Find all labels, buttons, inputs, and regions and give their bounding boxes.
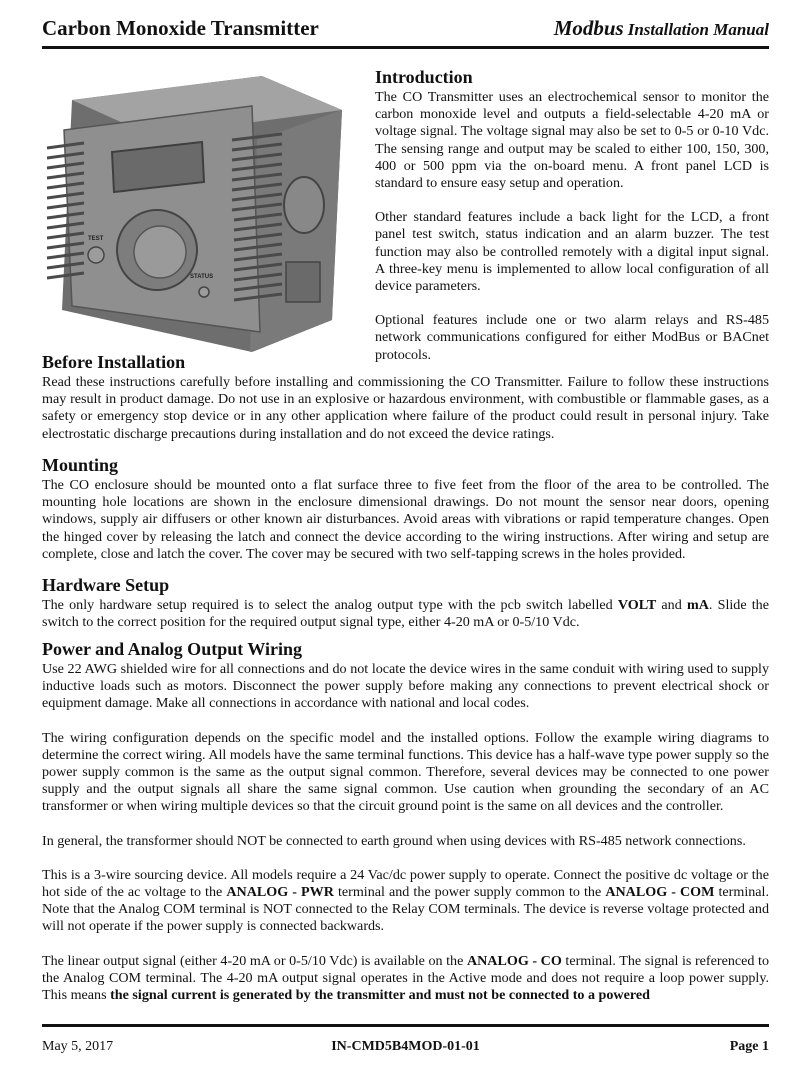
test-label: TEST [88,236,104,242]
mounting-paragraph: The CO enclosure should be mounted onto a flat surface three to five feet from the floor of the area to be controlled. The mounting hole locations are shown in the enclosure dimensional drawings. Do not mount the sensor near doors, opening windows, supply air diffusers or other known air disturbances. Avoid areas with vibrations or rapid temperature changes. Open the hinged cover by releasing the latch and connect the device according to the wiring instructions. After wiring and setup are complete, close and latch the cover. The cover may be secured with two self-tapping screws in the holes provided. [42,477,769,562]
footer-date: May 5, 2017 [42,1039,114,1054]
lcd-window [112,142,204,192]
power-wiring-paragraph-1: Use 22 AWG shielded wire for all connections and do not locate the device wires in the same conduit with wiring used to supply inductive loads such as motors. Disconnect the power supply before making any connections to prevent electrical shock or equipment damage. Make all connections in accordance with national and local codes. [42,661,769,712]
power-wiring-paragraph-2: The wiring configuration depends on the specific model and the installed options. Follow the example wiring diagrams to determine the correct wiring. All models have the same terminal functions. This device has a half-wave type power supply so the power supply common is the same as the output signal common. Therefore, several devices may be connected to one power supply and the output signals all share the same signal common. Use caution when grounding the secondary of an AC transformer or when wiring multiple devices so that the circuit ground point is the same on all devices and the controller. [42,729,769,815]
power-wiring-heading: Power and Analog Output Wiring [42,639,303,659]
status-led [199,287,209,297]
hardware-setup-heading: Hardware Setup [42,575,170,595]
sensor-grille [134,226,186,278]
before-installation-paragraph: Read these instructions carefully before installing and commissioning the CO Transmitter. Failure to follow these instructions may result in product damage. Do not use in an explosive or hazardous environment, with combustible or flammable gases, as a safety or emergency stop device or in any other application where failure of the product could result in personal injury. Take electrostatic discharge precautions during installation and do not exceed the device ratings. [42,374,769,442]
conduit-knockout [284,177,324,233]
introduction-paragraph-3: Optional features include one or two alarm relays and RS-485 network communications configured for either ModBus or BACnet protocols. [375,312,769,363]
header-protocol: Modbus [553,16,624,40]
volt-label: VOLT [617,597,657,613]
introduction-paragraph-1: The CO Transmitter uses an electrochemical sensor to monitor the carbon monoxide level and outputs a field-selectable 4-20 mA or voltage signal. The voltage signal may also be set to 0-5 or 0-10 Vdc. The sensing range and output may be scaled to either 100, 150, 300, 400 or 500 ppm via the on-board menu. A front panel LCD is standard to ensure easy setup and operation. [375,89,769,192]
introduction-section [375,66,769,364]
page-footer [42,1024,769,1054]
header-manual-type [554,16,769,41]
analog-com-term: ANALOG - COM [605,884,715,901]
footer-doc-id: IN-CMD5B4MOD-01-01 [331,1039,480,1054]
power-wiring-paragraph-4: This is a 3-wire sourcing device. All models require a 24 Vac/dc power supply to operate. Connect the positive dc voltage or the hot side of the ac voltage to the ANALOG - PWR terminal and the power supply common to the ANALOG - COM terminal. Note that the Analog COM terminal is NOT connected to the Relay COM terminals. The device is reverse voltage protected and will not operate if the power supply is connected backwards. [42,866,769,935]
power-wiring-paragraph-3: In general, the transformer should NOT be connected to earth ground when using devices with RS-485 network connections. [42,832,746,849]
footer-page-number: Page 1 [729,1039,769,1054]
ma-label: mA [686,597,709,613]
header-manual: Installation Manual [627,20,769,39]
header-title: Carbon Monoxide Transmitter [42,16,319,40]
product-illustration [42,70,362,355]
power-wiring-paragraph-5: The linear output signal (either 4-20 mA or 0-5/10 Vdc) is available on the ANALOG - CO terminal. The signal is referenced to the Analog COM terminal. The 4-20 mA output signal operates in the Active mode and does not require a loop power supply. This means the signal current is generated by the transmitter and must not be connected to a powered [42,952,769,1004]
introduction-heading: Introduction [375,67,473,87]
analog-co-term: ANALOG - CO [466,952,562,969]
analog-pwr-term: ANALOG - PWR [226,884,334,901]
active-mode-warning: the signal current is generated by the transmitter and must not be connected to a powered [110,987,650,1004]
before-installation-section [42,351,769,443]
hardware-setup-paragraph: The only hardware setup required is to select the analog output type with the pcb switch labelled VOLT and mA. Slide the switch to the correct position for the required output signal type, either 4-20 mA or 0-5/10 Vdc. [42,597,769,631]
power-wiring-section [42,638,769,1004]
status-label: STATUS [190,274,214,280]
hardware-setup-section [42,574,769,631]
test-button [88,247,104,263]
page-header [42,14,769,49]
mounting-heading: Mounting [42,455,119,475]
mounting-section [42,454,769,563]
before-installation-heading: Before Installation [42,352,186,372]
introduction-paragraph-2: Other standard features include a back light for the LCD, a front panel test switch, status indication and an alarm buzzer. The test function may also be controlled remotely with a digital input signal. A three-key menu is implemented to allow local configuration of all device parameters. [375,209,769,295]
side-latch [286,262,320,302]
co-transmitter-image [42,70,362,355]
